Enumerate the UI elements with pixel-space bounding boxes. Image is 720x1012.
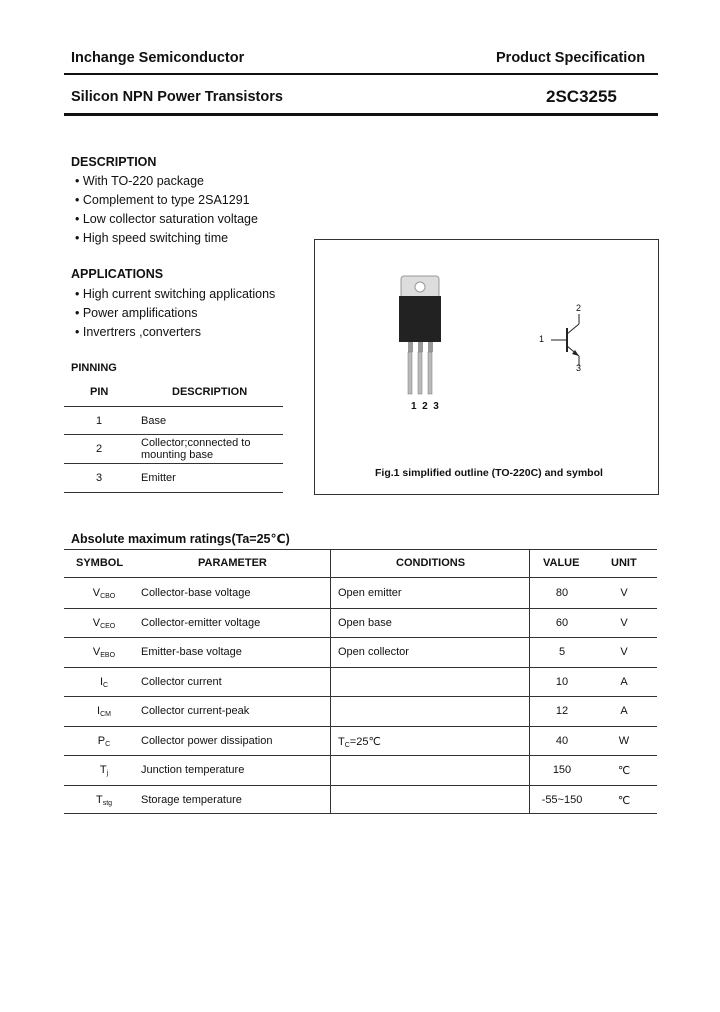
ratings-header-symbol: SYMBOL <box>76 557 124 569</box>
company-name: Inchange Semiconductor <box>71 50 245 66</box>
rating-parameter: Collector power dissipation <box>141 734 273 747</box>
pinning-col-desc: DESCRIPTION <box>172 386 248 398</box>
rating-unit: ℃ <box>617 765 631 777</box>
rating-parameter: Collector current-peak <box>141 705 250 717</box>
pinning-col-pin: PIN <box>90 386 109 398</box>
ratings-title: Absolute maximum ratings(Ta=25℃) <box>71 532 290 546</box>
part-number: 2SC3255 <box>546 87 617 106</box>
rating-symbol <box>64 617 144 630</box>
ratings-rule <box>64 813 657 814</box>
rating-symbol-main: V <box>92 616 101 629</box>
rating-symbol-sub: CM <box>100 711 111 718</box>
pin-number: 1 <box>96 415 103 427</box>
rating-unit: V <box>620 587 628 599</box>
rating-unit: ℃ <box>617 794 631 807</box>
description-item: • Low collector saturation voltage <box>75 212 258 226</box>
pin-description: Collector;connected to mounting base <box>141 437 251 461</box>
description-item: • With TO-220 package <box>75 174 204 188</box>
rating-parameter: Collector-base voltage <box>141 587 251 599</box>
rating-symbol <box>64 764 144 777</box>
figure-caption: Fig.1 simplified outline (TO-220C) and symbol <box>375 467 603 479</box>
rating-symbol <box>64 705 144 718</box>
symbol-pin3-label: 3 <box>576 363 582 373</box>
header-rule-top <box>64 73 658 75</box>
application-item: • Power amplifications <box>75 306 198 320</box>
ratings-row-rule <box>64 755 657 756</box>
pin-description: Emitter <box>141 472 176 484</box>
package-pin-labels: 1 2 3 <box>411 401 439 412</box>
ratings-row-rule <box>64 637 657 638</box>
rating-symbol-main: T <box>95 793 103 806</box>
rating-symbol <box>64 676 144 689</box>
description-item: • High speed switching time <box>75 231 229 245</box>
ratings-row-rule <box>64 608 657 609</box>
rating-value: -55~150 <box>541 793 583 806</box>
ratings-row-rule <box>64 667 657 668</box>
rating-parameter: Storage temperature <box>141 793 242 806</box>
rating-parameter: Collector current <box>141 675 222 688</box>
rating-value: 150 <box>552 764 572 776</box>
rating-symbol-sub: CEO <box>100 622 116 630</box>
rating-symbol-sub: stg <box>102 799 113 807</box>
rating-symbol <box>64 646 144 659</box>
pinning-rule <box>64 492 283 493</box>
ratings-header-unit: UNIT <box>611 557 637 569</box>
application-item: • High current switching applications <box>75 287 276 301</box>
ratings-vline <box>330 549 331 814</box>
npn-transistor-symbol-icon <box>543 304 623 384</box>
description-item: • Complement to type 2SA1291 <box>75 193 250 207</box>
rating-condition-sub: C <box>344 741 350 749</box>
rating-condition-main: T <box>338 735 345 748</box>
application-item: • Invertrers ,converters <box>75 325 201 339</box>
rating-symbol <box>64 735 144 748</box>
rating-symbol-main: V <box>92 646 101 658</box>
rating-symbol-main: I <box>99 675 103 688</box>
ratings-header-value: VALUE <box>543 557 580 569</box>
rating-value: 10 <box>555 675 569 688</box>
rating-symbol <box>64 794 144 807</box>
rating-symbol-sub: C <box>105 740 111 748</box>
rating-symbol-main: I <box>97 705 101 717</box>
header-rule-bottom <box>64 113 658 116</box>
rating-symbol-sub: CBO <box>100 593 116 600</box>
ratings-header-conditions: CONDITIONS <box>396 557 466 569</box>
ratings-rule <box>64 549 657 550</box>
ratings-header-parameter: PARAMETER <box>198 557 267 569</box>
rating-symbol <box>64 587 144 600</box>
pin-number: 2 <box>96 443 103 455</box>
rating-symbol-sub: EBO <box>100 652 116 659</box>
rating-unit: V <box>620 616 628 629</box>
pinning-rule <box>64 434 283 435</box>
rating-symbol-sub: C <box>103 681 109 689</box>
rating-symbol-main: T <box>99 764 107 776</box>
rating-symbol-main: V <box>92 587 101 599</box>
rating-value: 5 <box>558 646 566 658</box>
rating-value: 40 <box>555 734 569 747</box>
symbol-pin1-label: 1 <box>539 334 545 344</box>
rating-unit: A <box>620 675 628 688</box>
ratings-rule <box>64 577 657 578</box>
rating-condition: Open emitter <box>338 587 402 599</box>
rating-value: 12 <box>555 705 569 717</box>
applications-title: APPLICATIONS <box>71 267 164 281</box>
pin-number: 3 <box>96 472 103 484</box>
pinning-rule <box>64 463 283 464</box>
ratings-row-rule <box>64 726 657 727</box>
rating-symbol-main: P <box>97 734 106 747</box>
rating-parameter: Emitter-base voltage <box>141 646 242 658</box>
rating-unit: V <box>620 646 628 658</box>
rating-value: 80 <box>555 587 569 599</box>
pinning-title: PINNING <box>71 362 117 374</box>
rating-condition: Open collector <box>338 646 409 658</box>
ratings-row-rule <box>64 785 657 786</box>
rating-condition: Open base <box>338 616 392 629</box>
rating-condition <box>338 735 381 749</box>
rating-parameter: Junction temperature <box>141 764 245 776</box>
symbol-pin2-label: 2 <box>576 303 582 313</box>
rating-condition-tail: =25℃ <box>349 735 381 748</box>
rating-symbol-sub: j <box>106 770 109 777</box>
ratings-row-rule <box>64 696 657 697</box>
rating-unit: W <box>618 734 630 747</box>
pinning-rule <box>64 406 283 407</box>
description-title: DESCRIPTION <box>71 155 157 169</box>
rating-value: 60 <box>555 616 569 629</box>
doc-type: Product Specification <box>496 50 646 66</box>
rating-unit: A <box>620 705 628 717</box>
rating-parameter: Collector-emitter voltage <box>141 616 261 629</box>
pin-description: Base <box>141 415 167 427</box>
product-line: Silicon NPN Power Transistors <box>71 89 283 105</box>
figure-box <box>314 239 659 495</box>
